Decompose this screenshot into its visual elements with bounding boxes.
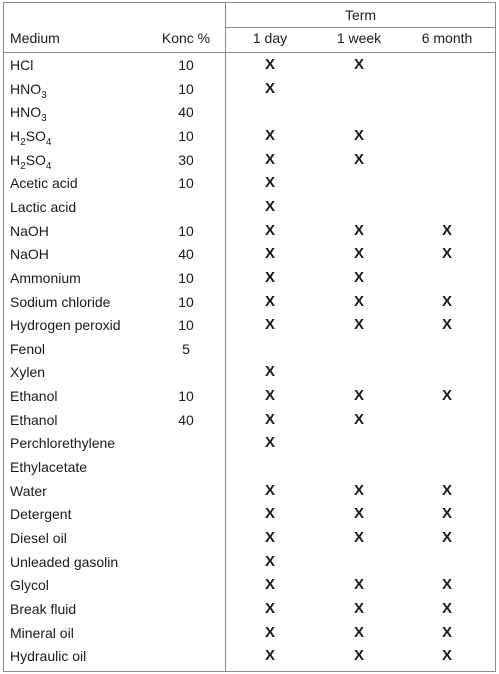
konc-cell: 10 [178,175,194,192]
table-row [4,221,495,245]
table-row [4,292,495,316]
table-row [4,386,495,410]
one-week-cell: X [353,410,364,428]
table-row [4,599,495,623]
six-month-cell: X [441,481,452,499]
medium-cell: Mineral oil [10,624,74,641]
one-week-cell: X [353,292,364,310]
medium-cell: Ammonium [10,269,81,286]
medium-cell: Acetic acid [10,175,78,192]
one-week-cell: X [353,481,364,499]
one-day-cell: X [264,363,275,381]
one-day-cell: X [264,623,275,641]
table-row [4,410,495,434]
one-day-cell: X [264,150,275,168]
table-row [4,173,495,197]
medium-cell: $HNO_3$ [10,104,47,125]
resistance-table [3,2,496,672]
six-month-cell: X [441,576,452,594]
six-month-cell: X [441,623,452,641]
six-month-cell: X [441,599,452,617]
medium-cell: Unleaded gasolin [10,553,119,570]
one-week-cell: X [353,268,364,286]
medium-cell: Ethylacetate [10,459,88,476]
one-week-header: 1 week [336,30,382,46]
one-day-cell: X [264,292,275,310]
konc-cell: 10 [178,57,194,73]
one-day-cell: X [264,387,275,405]
one-week-cell: X [353,56,364,73]
table-row [4,339,495,363]
medium-cell: NaOH [10,222,49,239]
one-day-header: 1 day [252,30,288,46]
six-month-cell: X [441,245,452,263]
table-row [4,126,495,150]
medium-cell: $H_2SO_4$ [10,127,52,148]
one-week-cell: X [353,316,364,334]
one-week-cell: X [353,623,364,641]
one-day-cell: X [264,221,275,239]
one-day-cell: X [264,79,275,97]
table-row [4,79,495,103]
table-row [4,528,495,552]
table-row [4,552,495,576]
one-week-cell: X [353,529,364,546]
medium-cell: Ethanol [10,411,58,428]
one-week-cell: X [353,387,364,405]
one-day-cell: X [264,576,275,594]
six-month-header: 6 month [421,30,473,46]
one-day-cell: X [264,529,275,546]
konc-cell: 40 [178,411,194,428]
konc-cell: 10 [178,269,194,286]
table-row [4,504,495,528]
medium-cell: Water [10,482,47,499]
six-month-cell: X [441,529,452,546]
one-week-cell: X [353,599,364,617]
table-row [4,481,495,505]
one-day-cell: X [264,647,275,665]
one-week-cell: X [353,221,364,239]
one-day-cell: X [264,552,275,570]
table-row [4,268,495,292]
one-day-cell: X [264,268,275,286]
medium-cell: Hydraulic oil [10,648,87,665]
one-day-cell: X [264,434,275,452]
konc-cell: 5 [182,340,190,357]
konc-cell: 10 [178,293,194,310]
one-day-cell: X [264,599,275,617]
table-row [4,433,495,457]
medium-cell: Sodium chloride [10,293,111,310]
table-row [4,575,495,599]
header-divider [4,52,495,53]
one-day-cell: X [264,316,275,334]
one-day-cell: X [264,410,275,428]
medium-cell: HCl [10,57,34,73]
table-row [4,362,495,386]
one-day-cell: X [264,481,275,499]
medium-cell: Lactic acid [10,198,77,215]
konc-header: Konc % [161,30,211,46]
medium-cell: Break fluid [10,600,77,617]
medium-cell: $H_2SO_4$ [10,151,52,172]
table-row [4,623,495,647]
one-week-cell: X [353,576,364,594]
table-row [4,102,495,126]
medium-cell: NaOH [10,246,49,263]
konc-cell: 10 [178,127,194,144]
table-row [4,646,495,670]
table-row [4,315,495,339]
six-month-cell: X [441,647,452,665]
one-day-cell: X [264,505,275,523]
one-week-cell: X [353,150,364,168]
medium-cell: Xylen [10,364,46,381]
table-row [4,457,495,481]
medium-cell: Detergent [10,506,72,523]
medium-cell: Fenol [10,340,46,357]
one-day-cell: X [264,56,275,73]
medium-cell: Diesel oil [10,530,67,546]
medium-cell: Glycol [10,577,49,594]
table-row [4,55,495,79]
konc-cell: 40 [178,104,194,121]
medium-cell: Ethanol [10,388,58,405]
table-row [4,150,495,174]
six-month-cell: X [441,221,452,239]
six-month-cell: X [441,292,452,310]
table-row [4,197,495,221]
one-day-cell: X [264,126,275,144]
konc-cell: 10 [178,222,194,239]
one-week-cell: X [353,647,364,665]
one-day-cell: X [264,245,275,263]
medium-cell: Hydrogen peroxid [10,317,121,334]
konc-cell: 10 [178,388,194,405]
one-day-cell: X [264,174,275,192]
konc-cell: 10 [178,317,194,334]
six-month-cell: X [441,505,452,523]
table-row [4,244,495,268]
one-week-cell: X [353,245,364,263]
one-week-cell: X [353,126,364,144]
medium-cell: Perchlorethylene [10,435,116,452]
medium-cell: $HNO_3$ [10,80,47,101]
term-header: Term [344,7,377,23]
konc-cell: 10 [178,80,194,97]
six-month-cell: X [441,387,452,405]
konc-cell: 40 [178,246,194,263]
medium-header: Medium [10,30,60,46]
six-month-cell: X [441,316,452,334]
konc-cell: 30 [178,151,194,168]
one-day-cell: X [264,197,275,215]
one-week-cell: X [353,505,364,523]
